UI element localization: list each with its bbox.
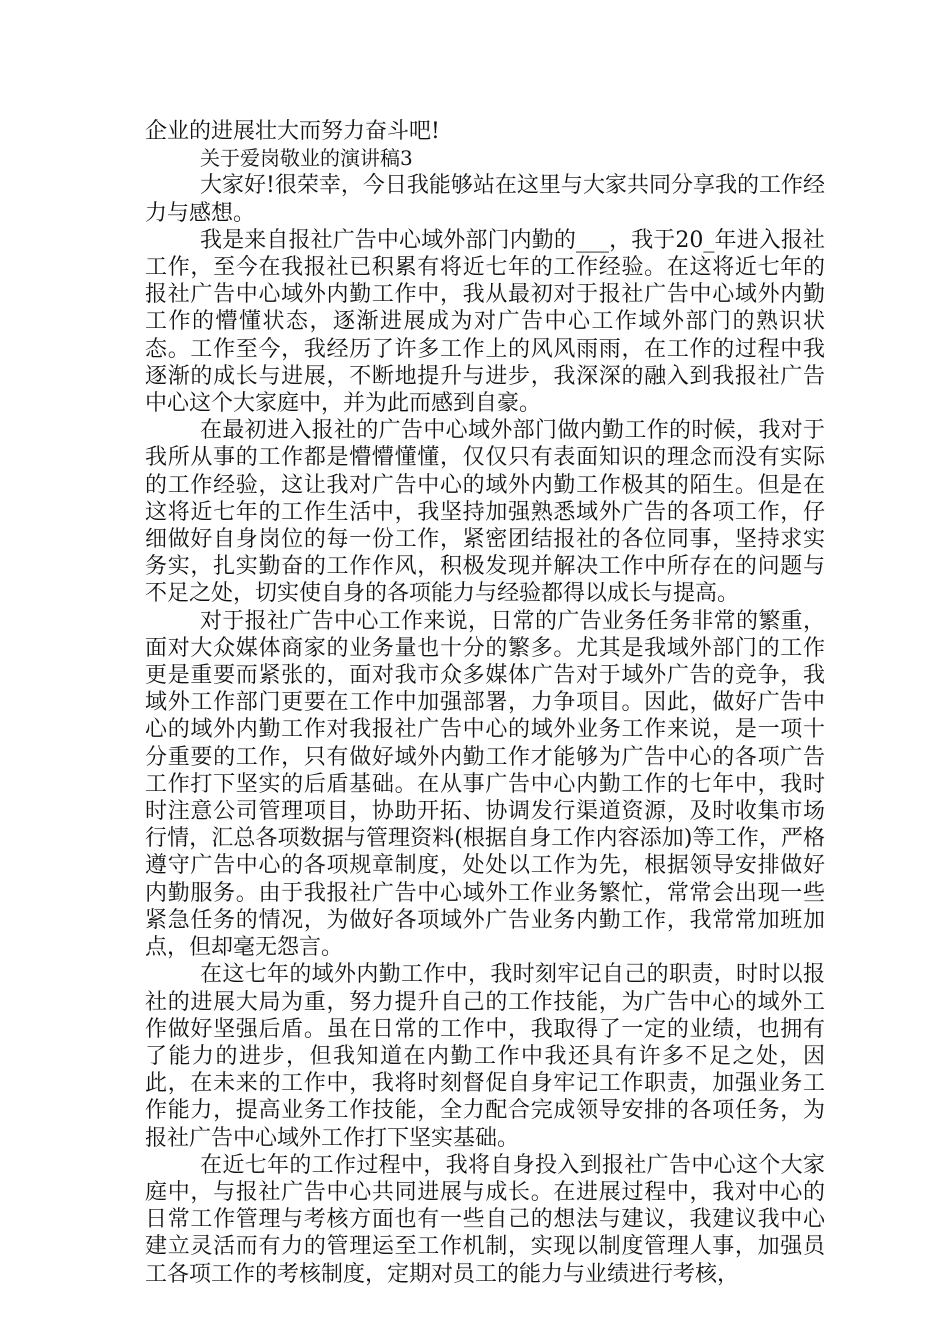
speech-title: 关于爱岗敬业的演讲稿3 <box>200 146 413 171</box>
paragraph-2: 我是来自报社广告中心域外部门内勤的___，我于20_年进入报社工作，至今在我报社已积累有将近七年的工作经验。在这将近七年的报社广告中心域外内勤工作中，我从最初对于报社广告中心域外内勤工作的懵懂状态，逐渐进展成为对广告中心工作域外部门的熟识状态。工作至今，我经历了许多工作上的风风雨雨，在工作的过程中我逐渐的成长与进展，不断地提升与进步，我深深的融入到我报社广告中心这个大家庭中，并为此而感到自豪。 <box>145 227 825 417</box>
paragraph-4: 对于报社广告中心工作来说，日常的广告业务任务非常的繁重，面对大众媒体商家的业务量也十分的繁多。尤其是我域外部门的工作更是重要而紧张的，面对我市众多媒体广告对于域外广告的竞争，我域外工作部门更要在工作中加强部署，力争项目。因此，做好广告中心的域外内勤工作对我报社广告中心的域外业务工作来说，是一项十分重要的工作，只有做好域外内勤工作才能够为广告中心的各项广告工作打下坚实的后盾基础。在从事广告中心内勤工作的七年中，我时时注意公司管理项目，协助开拓、协调发行渠道资源，及时收集市场行情，汇总各项数据与管理资料(根据自身工作内容添加)等工作，严格遵守广告中心的各项规章制度，处处以工作为先，根据领导安排做好内勤服务。由于我报社广告中心域外工作业务繁忙，常常会出现一些紧急任务的情况，为做好各项域外广告业务内勤工作，我常常加班加点，但却毫无怨言。 <box>145 608 825 961</box>
paragraph-3: 在最初进入报社的广告中心域外部门做内勤工作的时候，我对于我所从事的工作都是懵懵懂懂，仅仅只有表面知识的理念而没有实际的工作经验，这让我对广告中心的域外内勤工作极其的陌生。但是在这将近七年的工作生活中，我坚持加强熟悉域外广告的各项工作，仔细做好自身岗位的每一份工作，紧密团结报社的各位同事，坚持求实务实，扎实勤奋的工作作风，积极发现并解决工作中所存在的问题与不足之处，切实使自身的各项能力与经验都得以成长与提高。 <box>145 418 825 607</box>
opening-line: 企业的进展壮大而努力奋斗吧! <box>145 119 440 144</box>
paragraph-5: 在这七年的域外内勤工作中，我时刻牢记自己的职责，时时以报社的进展大局为重，努力提升自己的工作技能，为广告中心的域外工作做好坚强后盾。虽在日常的工作中，我取得了一定的业绩，也拥有了能力的进步，但我知道在内勤工作中我还具有许多不足之处，因此，在未来的工作中，我将时刻督促自身牢记工作职责，加强业务工作能力，提高业务工作技能，全力配合完成领导安排的各项任务，为报社广告中心域外工作打下坚实基础。 <box>145 962 825 1151</box>
paragraph-1: 大家好!很荣幸，今日我能够站在这里与大家共同分享我的工作经力与感想。 <box>145 173 825 226</box>
document-page <box>145 118 825 1288</box>
paragraph-6: 在近七年的工作过程中，我将自身投入到报社广告中心这个大家庭中，与报社广告中心共同进展与成长。在进展过程中，我对中心的日常工作管理与考核方面也有一些自己的想法与建议，我建议我中心建立灵活而有力的管理运至工作机制，实现以制度管理人事，加强员工各项工作的考核制度，定期对员工的能力与业绩进行考核， <box>145 1152 825 1287</box>
